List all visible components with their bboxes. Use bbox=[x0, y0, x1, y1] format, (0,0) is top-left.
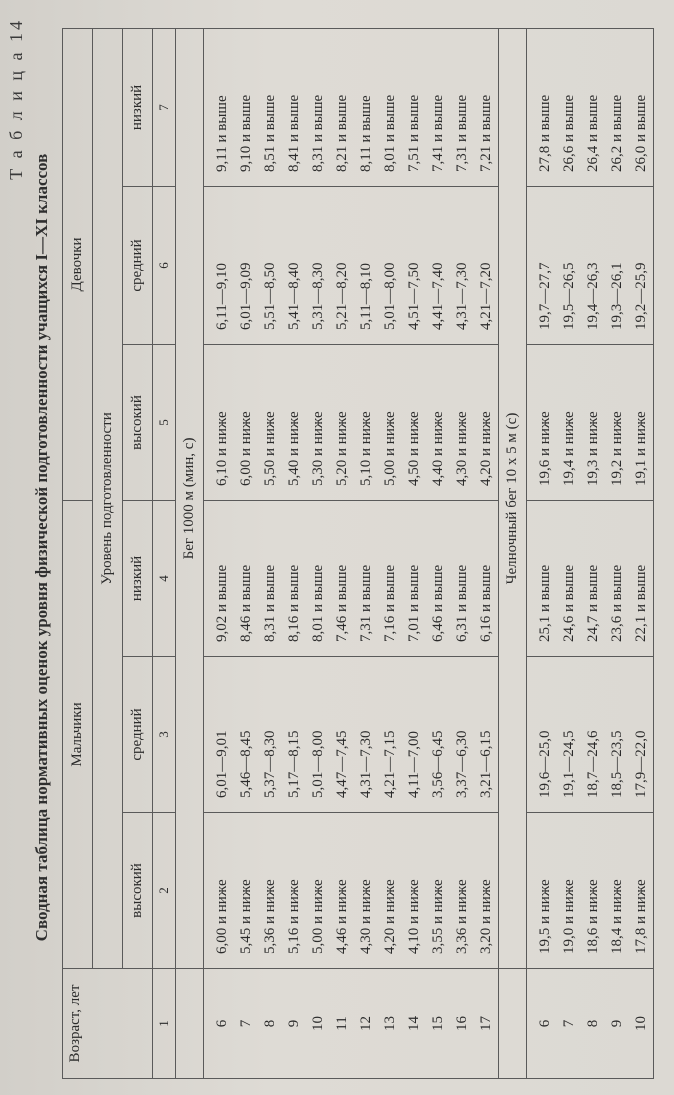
girls-medium-cell: 4,21—7,20 bbox=[474, 186, 499, 344]
boys-medium-cell: 5,01—8,00 bbox=[306, 657, 330, 813]
age-cell: 7 bbox=[557, 969, 581, 1079]
girls-low-cell: 7,51 и выше bbox=[402, 28, 426, 186]
boys-high-cell: 17,8 и ниже bbox=[629, 813, 654, 969]
girls-low-cell: 26,2 и выше bbox=[605, 28, 629, 186]
boys-medium-cell: 17,9—22,0 bbox=[629, 657, 654, 813]
header-girls: Девочки bbox=[63, 28, 93, 500]
boys-low-cell: 23,6 и выше bbox=[605, 500, 629, 656]
table-row bbox=[450, 28, 474, 1078]
boys-medium-cell: 3,21—6,15 bbox=[474, 657, 499, 813]
boys-low-cell: 22,1 и выше bbox=[629, 500, 654, 656]
boys-medium-cell: 5,46—8,45 bbox=[234, 657, 258, 813]
header-row-levels bbox=[123, 28, 153, 1078]
girls-low-cell: 26,6 и выше bbox=[557, 28, 581, 186]
boys-high-cell: 4,20 и ниже bbox=[378, 813, 402, 969]
age-cell: 11 bbox=[330, 969, 354, 1079]
col-number: 3 bbox=[153, 657, 176, 813]
boys-low-cell: 7,16 и выше bbox=[378, 500, 402, 656]
table-row bbox=[258, 28, 282, 1078]
table-row bbox=[474, 28, 499, 1078]
girls-low-cell: 8,11 и выше bbox=[354, 28, 378, 186]
boys-low-cell: 8,16 и выше bbox=[282, 500, 306, 656]
header-row-level bbox=[93, 28, 123, 1078]
boys-medium-cell: 4,31—7,30 bbox=[354, 657, 378, 813]
boys-medium-cell: 4,47—7,45 bbox=[330, 657, 354, 813]
girls-high-cell: 4,20 и ниже bbox=[474, 344, 499, 500]
girls-medium-cell: 19,4—26,3 bbox=[581, 186, 605, 344]
age-cell: 13 bbox=[378, 969, 402, 1079]
boys-high-cell: 18,4 и ниже bbox=[605, 813, 629, 969]
header-girls-low: низкий bbox=[123, 28, 153, 186]
age-cell: 12 bbox=[354, 969, 378, 1079]
table-row bbox=[527, 28, 558, 1078]
norms-table bbox=[62, 28, 654, 1079]
header-boys-high: высокий bbox=[123, 813, 153, 969]
table-row bbox=[330, 28, 354, 1078]
boys-medium-cell: 19,6—25,0 bbox=[527, 657, 558, 813]
boys-low-cell: 8,46 и выше bbox=[234, 500, 258, 656]
girls-low-cell: 8,01 и выше bbox=[378, 28, 402, 186]
boys-high-cell: 6,00 и ниже bbox=[204, 813, 235, 969]
boys-high-cell: 4,46 и ниже bbox=[330, 813, 354, 969]
boys-medium-cell: 3,37—6,30 bbox=[450, 657, 474, 813]
girls-medium-cell: 5,51—8,50 bbox=[258, 186, 282, 344]
girls-high-cell: 19,3 и ниже bbox=[581, 344, 605, 500]
girls-high-cell: 5,10 и ниже bbox=[354, 344, 378, 500]
col-number: 2 bbox=[153, 813, 176, 969]
boys-medium-cell: 18,7—24,6 bbox=[581, 657, 605, 813]
header-row-numbers bbox=[153, 28, 176, 1078]
girls-high-cell: 19,2 и ниже bbox=[605, 344, 629, 500]
boys-high-cell: 19,5 и ниже bbox=[527, 813, 558, 969]
age-cell: 10 bbox=[629, 969, 654, 1079]
girls-medium-cell: 6,11—9,10 bbox=[204, 186, 235, 344]
boys-high-cell: 3,36 и ниже bbox=[450, 813, 474, 969]
girls-medium-cell: 19,7—27,7 bbox=[527, 186, 558, 344]
table-row bbox=[605, 28, 629, 1078]
age-cell: 17 bbox=[474, 969, 499, 1079]
girls-medium-cell: 5,11—8,10 bbox=[354, 186, 378, 344]
section-title-row bbox=[176, 28, 204, 1078]
boys-medium-cell: 3,56—6,45 bbox=[426, 657, 450, 813]
girls-medium-cell: 4,51—7,50 bbox=[402, 186, 426, 344]
girls-high-cell: 19,1 и ниже bbox=[629, 344, 654, 500]
table-row bbox=[234, 28, 258, 1078]
girls-low-cell: 27,8 и выше bbox=[527, 28, 558, 186]
col-number: 1 bbox=[153, 969, 176, 1079]
boys-high-cell: 3,20 и ниже bbox=[474, 813, 499, 969]
girls-low-cell: 8,41 и выше bbox=[282, 28, 306, 186]
header-level: Уровень подготовленности bbox=[93, 28, 123, 968]
girls-high-cell: 5,50 и ниже bbox=[258, 344, 282, 500]
table-row bbox=[402, 28, 426, 1078]
girls-medium-cell: 6,01—9,09 bbox=[234, 186, 258, 344]
age-cell: 8 bbox=[581, 969, 605, 1079]
header-boys: Мальчики bbox=[63, 500, 93, 968]
girls-low-cell: 7,41 и выше bbox=[426, 28, 450, 186]
girls-medium-cell: 4,41—7,40 bbox=[426, 186, 450, 344]
boys-low-cell: 24,6 и выше bbox=[557, 500, 581, 656]
col-number: 4 bbox=[153, 500, 176, 656]
age-cell: 10 bbox=[306, 969, 330, 1079]
boys-medium-cell: 5,17—8,15 bbox=[282, 657, 306, 813]
boys-high-cell: 18,6 и ниже bbox=[581, 813, 605, 969]
girls-high-cell: 5,40 и ниже bbox=[282, 344, 306, 500]
boys-low-cell: 24,7 и выше bbox=[581, 500, 605, 656]
boys-low-cell: 7,31 и выше bbox=[354, 500, 378, 656]
age-cell: 15 bbox=[426, 969, 450, 1079]
girls-low-cell: 9,11 и выше bbox=[204, 28, 235, 186]
table-caption: Сводная таблица нормативных оценок уровня физической подготовленности учащихся I—XI классов bbox=[32, 153, 51, 942]
header-girls-medium: средний bbox=[123, 186, 153, 344]
girls-medium-cell: 5,41—8,40 bbox=[282, 186, 306, 344]
boys-medium-cell: 18,5—23,5 bbox=[605, 657, 629, 813]
boys-low-cell: 8,01 и выше bbox=[306, 500, 330, 656]
age-cell: 9 bbox=[282, 969, 306, 1079]
boys-high-cell: 5,16 и ниже bbox=[282, 813, 306, 969]
boys-medium-cell: 6,01—9,01 bbox=[204, 657, 235, 813]
table-row bbox=[581, 28, 605, 1078]
girls-medium-cell: 19,3—26,1 bbox=[605, 186, 629, 344]
boys-low-cell: 9,02 и выше bbox=[204, 500, 235, 656]
girls-medium-cell: 5,21—8,20 bbox=[330, 186, 354, 344]
boys-low-cell: 7,01 и выше bbox=[402, 500, 426, 656]
boys-medium-cell: 5,37—8,30 bbox=[258, 657, 282, 813]
header-row-groups bbox=[63, 28, 93, 1078]
age-cell: 16 bbox=[450, 969, 474, 1079]
girls-high-cell: 5,00 и ниже bbox=[378, 344, 402, 500]
col-number: 7 bbox=[153, 28, 176, 186]
girls-high-cell: 6,10 и ниже bbox=[204, 344, 235, 500]
girls-low-cell: 26,0 и выше bbox=[629, 28, 654, 186]
boys-high-cell: 5,00 и ниже bbox=[306, 813, 330, 969]
girls-medium-cell: 19,2—25,9 bbox=[629, 186, 654, 344]
age-cell: 8 bbox=[258, 969, 282, 1079]
boys-high-cell: 19,0 и ниже bbox=[557, 813, 581, 969]
table-row bbox=[306, 28, 330, 1078]
girls-high-cell: 19,6 и ниже bbox=[527, 344, 558, 500]
boys-high-cell: 4,30 и ниже bbox=[354, 813, 378, 969]
girls-high-cell: 5,30 и ниже bbox=[306, 344, 330, 500]
table-row bbox=[354, 28, 378, 1078]
girls-low-cell: 8,51 и выше bbox=[258, 28, 282, 186]
table-row bbox=[204, 28, 235, 1078]
table-row bbox=[426, 28, 450, 1078]
boys-low-cell: 25,1 и выше bbox=[527, 500, 558, 656]
age-cell: 9 bbox=[605, 969, 629, 1079]
table-number: Т а б л и ц а 14 bbox=[6, 18, 26, 180]
girls-low-cell: 8,21 и выше bbox=[330, 28, 354, 186]
girls-low-cell: 9,10 и выше bbox=[234, 28, 258, 186]
boys-low-cell: 6,16 и выше bbox=[474, 500, 499, 656]
girls-low-cell: 7,31 и выше bbox=[450, 28, 474, 186]
boys-medium-cell: 4,11—7,00 bbox=[402, 657, 426, 813]
table-row bbox=[557, 28, 581, 1078]
age-cell: 14 bbox=[402, 969, 426, 1079]
boys-low-cell: 6,46 и выше bbox=[426, 500, 450, 656]
header-boys-medium: средний bbox=[123, 657, 153, 813]
girls-high-cell: 19,4 и ниже bbox=[557, 344, 581, 500]
section-title: Бег 1000 м (мин, с) bbox=[176, 28, 204, 968]
age-cell: 6 bbox=[527, 969, 558, 1079]
col-number: 6 bbox=[153, 186, 176, 344]
girls-high-cell: 4,30 и ниже bbox=[450, 344, 474, 500]
girls-high-cell: 4,40 и ниже bbox=[426, 344, 450, 500]
section-spacer bbox=[176, 969, 204, 1079]
header-boys-low: низкий bbox=[123, 500, 153, 656]
girls-high-cell: 5,20 и ниже bbox=[330, 344, 354, 500]
age-cell: 7 bbox=[234, 969, 258, 1079]
table-row bbox=[282, 28, 306, 1078]
age-cell: 6 bbox=[204, 969, 235, 1079]
boys-low-cell: 6,31 и выше bbox=[450, 500, 474, 656]
section-title-row bbox=[499, 28, 527, 1078]
girls-medium-cell: 4,31—7,30 bbox=[450, 186, 474, 344]
boys-high-cell: 5,36 и ниже bbox=[258, 813, 282, 969]
table-row bbox=[629, 28, 654, 1078]
header-girls-high: высокий bbox=[123, 344, 153, 500]
girls-low-cell: 7,21 и выше bbox=[474, 28, 499, 186]
girls-medium-cell: 5,31—8,30 bbox=[306, 186, 330, 344]
col-number: 5 bbox=[153, 344, 176, 500]
section-title: Челночный бег 10 х 5 м (с) bbox=[499, 28, 527, 968]
boys-high-cell: 4,10 и ниже bbox=[402, 813, 426, 969]
boys-low-cell: 7,46 и выше bbox=[330, 500, 354, 656]
girls-medium-cell: 5,01—8,00 bbox=[378, 186, 402, 344]
header-age: Возраст, лет bbox=[63, 969, 153, 1079]
boys-medium-cell: 19,1—24,5 bbox=[557, 657, 581, 813]
table-row bbox=[378, 28, 402, 1078]
girls-low-cell: 8,31 и выше bbox=[306, 28, 330, 186]
girls-medium-cell: 19,5—26,5 bbox=[557, 186, 581, 344]
boys-high-cell: 5,45 и ниже bbox=[234, 813, 258, 969]
boys-medium-cell: 4,21—7,15 bbox=[378, 657, 402, 813]
girls-low-cell: 26,4 и выше bbox=[581, 28, 605, 186]
boys-high-cell: 3,55 и ниже bbox=[426, 813, 450, 969]
boys-low-cell: 8,31 и выше bbox=[258, 500, 282, 656]
girls-high-cell: 6,00 и ниже bbox=[234, 344, 258, 500]
girls-high-cell: 4,50 и ниже bbox=[402, 344, 426, 500]
section-spacer bbox=[499, 969, 527, 1079]
